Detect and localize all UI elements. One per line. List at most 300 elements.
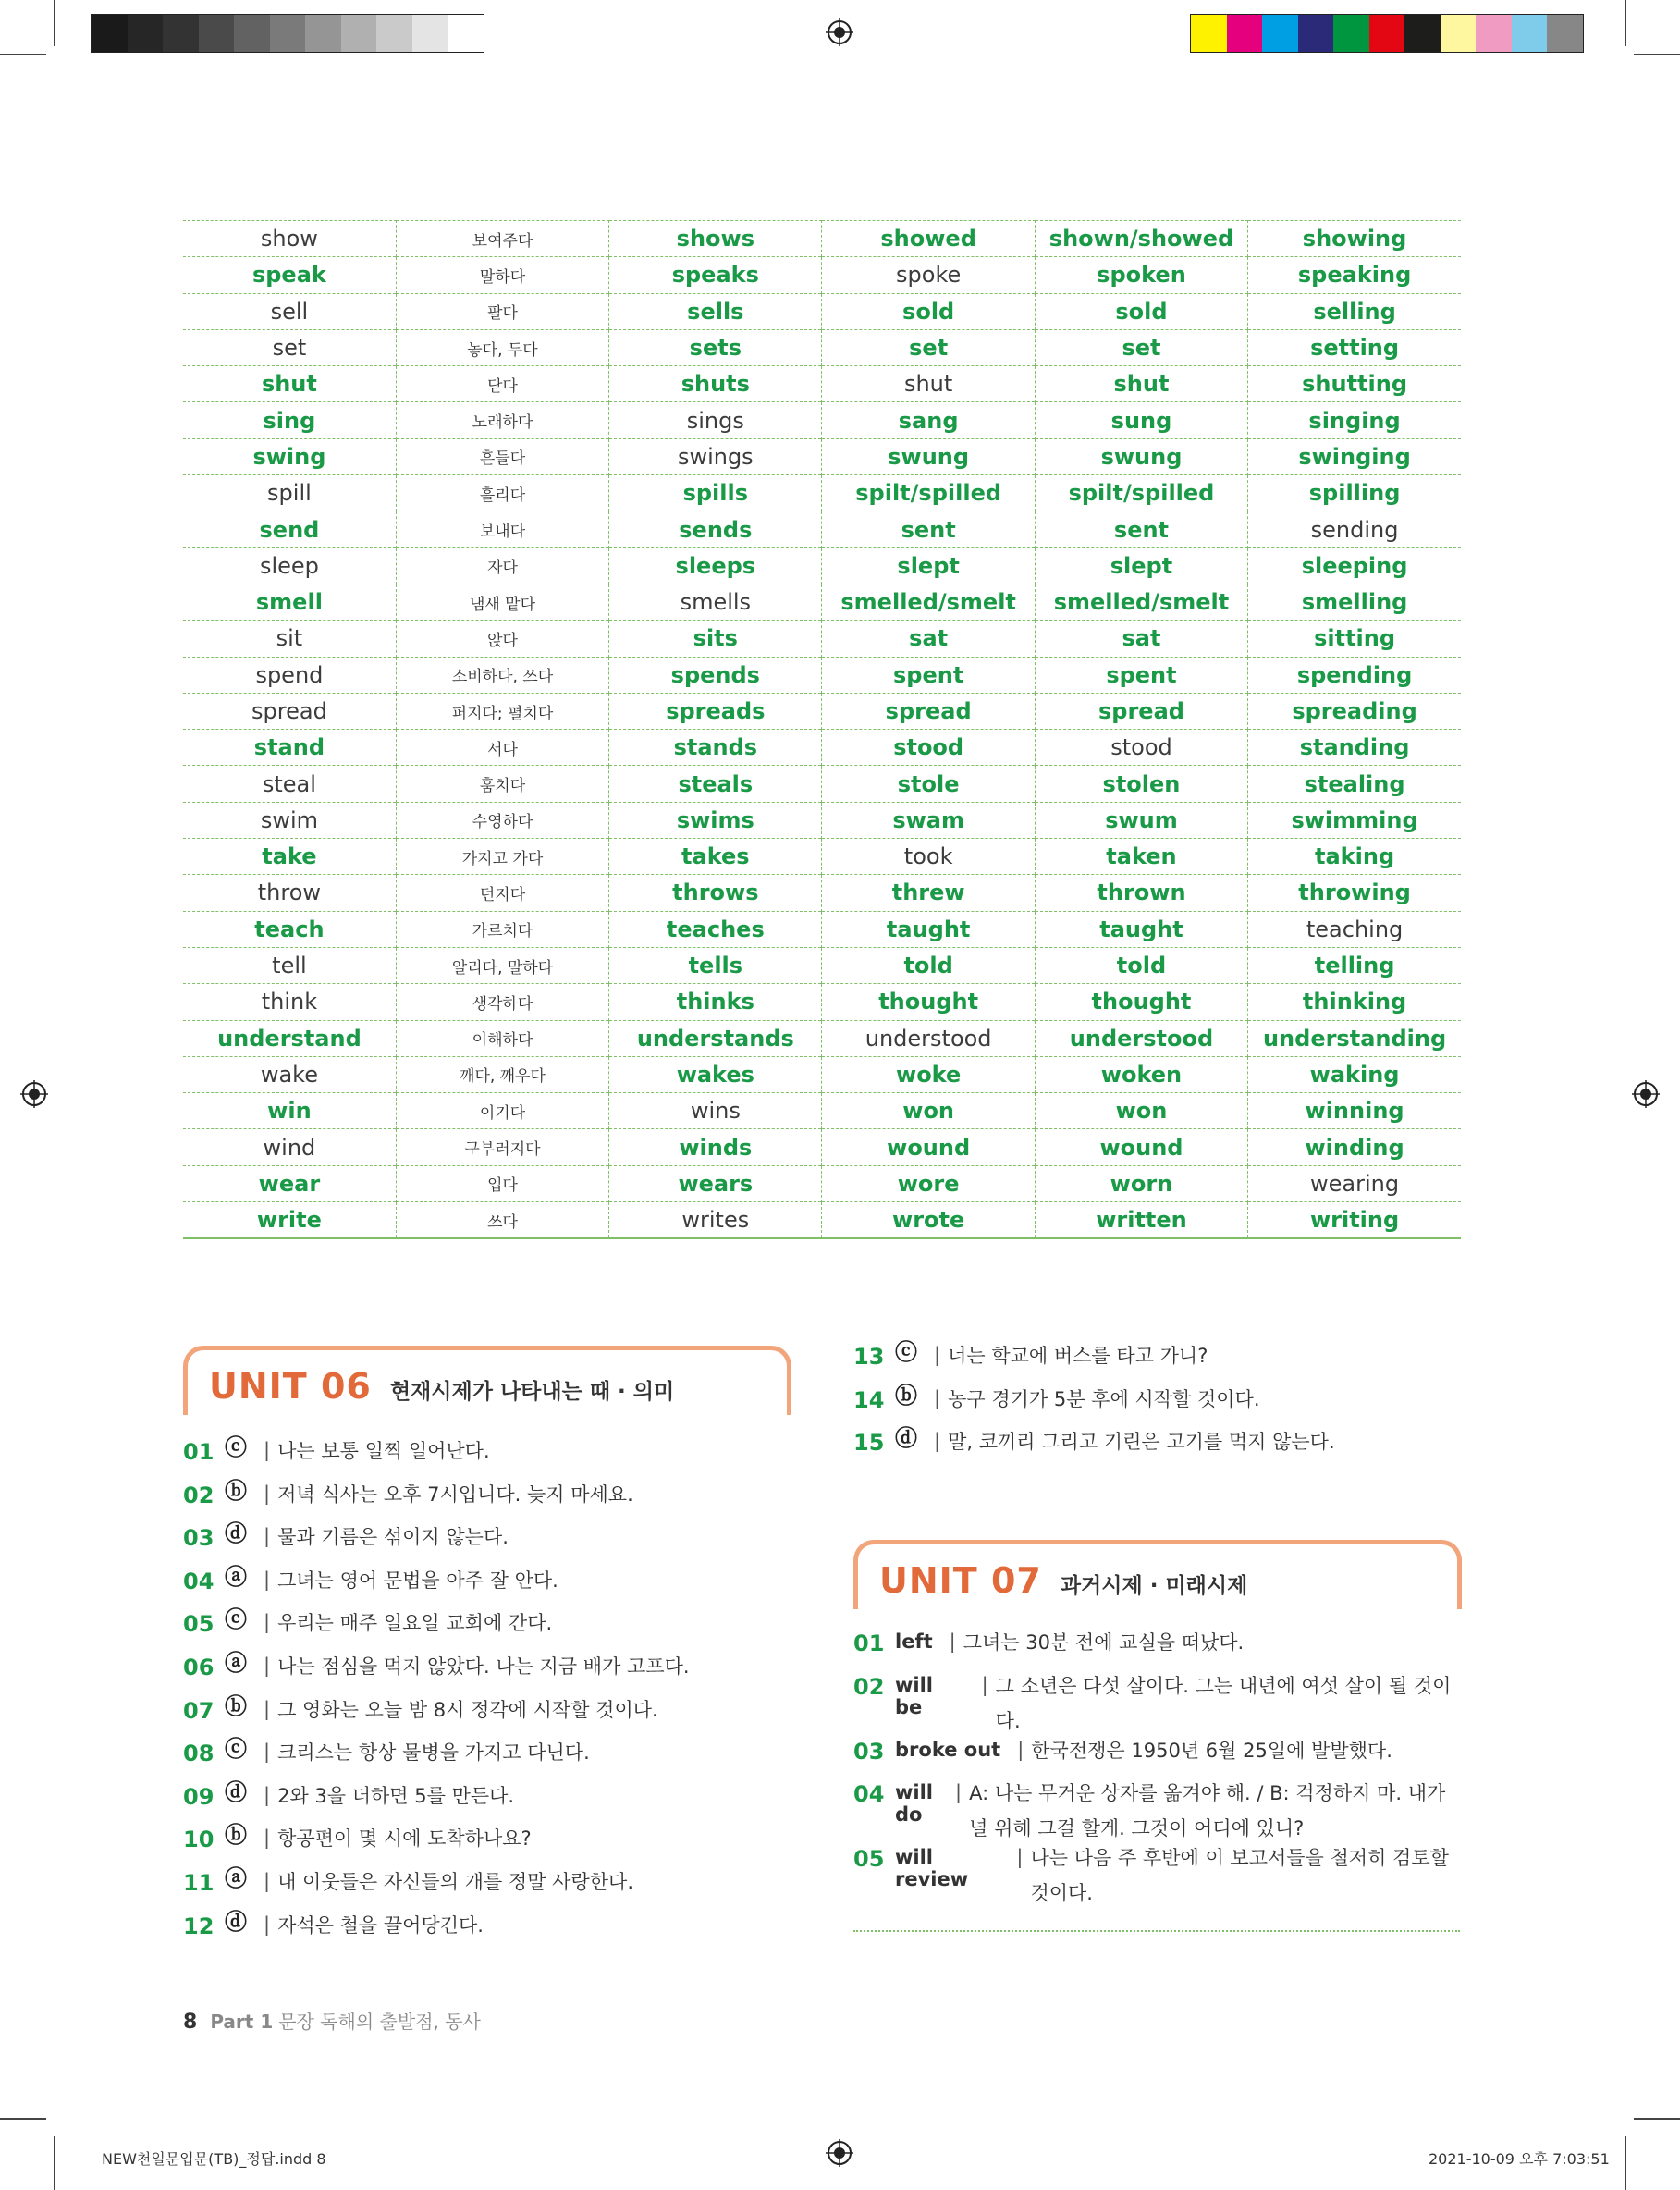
verb-base: teach — [183, 911, 396, 947]
verb-row — [183, 329, 1461, 365]
verb-past: spilt/spilled — [822, 475, 1035, 511]
verb-row — [183, 475, 1461, 511]
answer-key: will review — [895, 1846, 969, 1891]
separator: | — [264, 1654, 271, 1677]
verb-row — [183, 621, 1461, 657]
answer-key: ⓒ — [225, 1606, 247, 1633]
unit-06-label: UNIT 06 — [209, 1366, 372, 1407]
verb-row — [183, 657, 1461, 693]
verb-third-person: sells — [609, 293, 822, 329]
verb-ing-form: sending — [1248, 511, 1461, 548]
verb-base: write — [183, 1202, 396, 1239]
verb-base: spill — [183, 475, 396, 511]
separator: | — [949, 1630, 956, 1653]
answer-translation: A: 나는 무거운 상자를 옮겨야 해. / B: 걱정하지 마. 내가 널 위해 그걸 할게. 그것이 어디에 있니? — [969, 1782, 1446, 1840]
verb-third-person: tells — [609, 947, 822, 983]
verb-past: spread — [822, 693, 1035, 729]
part-label: Part 1 — [210, 2011, 274, 2033]
irregular-verb-table — [183, 220, 1461, 1239]
verb-third-person: swings — [609, 438, 822, 474]
answer-translation: 그녀는 30분 전에 교실을 떠났다. — [963, 1631, 1245, 1654]
answer-translation: 나는 보통 일찍 일어난다. — [277, 1440, 490, 1462]
verb-meaning: 입다 — [396, 1165, 608, 1201]
separator: | — [264, 1568, 271, 1591]
answer-item — [853, 1674, 1464, 1739]
verb-ing-form: winding — [1248, 1129, 1461, 1165]
unit-06-answer-list-continued — [853, 1339, 1464, 1473]
answer-number: 04 — [853, 1781, 885, 1808]
verb-past-participle: sold — [1035, 293, 1247, 329]
answer-translation: 내 이웃들은 자신들의 개를 정말 사랑한다. — [277, 1870, 633, 1893]
crop-mark — [0, 2118, 46, 2120]
crop-mark — [1634, 54, 1680, 55]
verb-past: shut — [822, 366, 1035, 402]
verb-ing-form: shutting — [1248, 366, 1461, 402]
answer-translation: 그녀는 영어 문법을 아주 잘 안다. — [277, 1569, 558, 1592]
answer-key: ⓒ — [895, 1339, 917, 1365]
verb-third-person: spends — [609, 657, 822, 693]
verb-base: sell — [183, 293, 396, 329]
verb-meaning: 수영하다 — [396, 802, 608, 838]
answer-translation: 크리스는 항상 물병을 가지고 다닌다. — [277, 1741, 590, 1765]
verb-past-participle: wound — [1035, 1129, 1247, 1165]
answer-translation: 물과 기름은 섞이지 않는다. — [277, 1526, 509, 1549]
separator: | — [934, 1430, 941, 1453]
verb-ing-form: stealing — [1248, 766, 1461, 802]
verb-base: speak — [183, 257, 396, 293]
answer-item — [183, 1736, 793, 1784]
answer-key: will be — [895, 1673, 933, 1718]
verb-third-person: sings — [609, 402, 822, 438]
verb-past: woke — [822, 1056, 1035, 1092]
verb-meaning: 보여주다 — [396, 221, 608, 257]
verb-ing-form: setting — [1248, 329, 1461, 365]
section-divider — [853, 1930, 1460, 1932]
verb-past-participle: spent — [1035, 657, 1247, 693]
verb-third-person: thinks — [609, 984, 822, 1020]
answer-key: ⓓ — [225, 1908, 247, 1935]
verb-past: took — [822, 839, 1035, 875]
verb-past: slept — [822, 548, 1035, 584]
verb-past: stole — [822, 766, 1035, 802]
verb-meaning: 생각하다 — [396, 984, 608, 1020]
verb-meaning: 닫다 — [396, 366, 608, 402]
answer-key: ⓐ — [225, 1563, 247, 1590]
answer-item — [183, 1822, 793, 1870]
verb-third-person: wears — [609, 1165, 822, 1201]
answer-number: 02 — [183, 1482, 215, 1508]
separator: | — [264, 1611, 271, 1634]
verb-third-person: teaches — [609, 911, 822, 947]
answer-translation: 말, 코끼리 그리고 기린은 고기를 먹지 않는다. — [948, 1431, 1335, 1454]
verb-row — [183, 911, 1461, 947]
verb-row — [183, 839, 1461, 875]
unit-07-answer-list — [853, 1630, 1464, 1911]
verb-row — [183, 1056, 1461, 1092]
answer-number: 09 — [183, 1783, 215, 1810]
verb-row — [183, 584, 1461, 620]
verb-base: understand — [183, 1020, 396, 1056]
verb-past: spoke — [822, 257, 1035, 293]
verb-base: spend — [183, 657, 396, 693]
verb-third-person: stands — [609, 730, 822, 766]
verb-third-person: steals — [609, 766, 822, 802]
answer-key: ⓓ — [895, 1425, 917, 1452]
unit-06-answer-list — [183, 1434, 793, 1956]
verb-ing-form: swimming — [1248, 802, 1461, 838]
separator: | — [1017, 1738, 1024, 1761]
verb-past-participle: spoken — [1035, 257, 1247, 293]
verb-row — [183, 293, 1461, 329]
verb-row — [183, 802, 1461, 838]
verb-past-participle: written — [1035, 1202, 1247, 1239]
verb-past-participle: taught — [1035, 911, 1247, 947]
verb-past-participle: sat — [1035, 621, 1247, 657]
answer-key: ⓐ — [225, 1864, 247, 1891]
answer-translation: 저녁 식사는 오후 7시입니다. 늦지 마세요. — [277, 1483, 633, 1506]
separator: | — [264, 1525, 271, 1548]
part-title: 문장 독해의 출발점, 동사 — [278, 2011, 481, 2033]
answer-key: left — [895, 1630, 933, 1653]
verb-base: tell — [183, 947, 396, 983]
answer-key: ⓑ — [225, 1692, 247, 1719]
verb-meaning: 알리다, 말하다 — [396, 947, 608, 983]
verb-base: wear — [183, 1165, 396, 1201]
answer-number: 05 — [183, 1611, 215, 1638]
verb-meaning: 가지고 가다 — [396, 839, 608, 875]
unit-06-subtitle: 현재시제가 나타내는 때 · 의미 — [389, 1380, 675, 1404]
verb-past: taught — [822, 911, 1035, 947]
verb-third-person: sits — [609, 621, 822, 657]
answer-key: ⓑ — [895, 1382, 917, 1409]
verb-meaning: 앉다 — [396, 621, 608, 657]
separator: | — [264, 1697, 271, 1720]
answer-item — [853, 1339, 1464, 1387]
verb-base: sit — [183, 621, 396, 657]
verb-meaning: 팔다 — [396, 293, 608, 329]
verb-past-participle: taken — [1035, 839, 1247, 875]
answer-key: ⓐ — [225, 1649, 247, 1676]
verb-ing-form: taking — [1248, 839, 1461, 875]
verb-row — [183, 257, 1461, 293]
verb-row — [183, 730, 1461, 766]
verb-ing-form: understanding — [1248, 1020, 1461, 1056]
verb-meaning: 흔들다 — [396, 438, 608, 474]
verb-past-participle: spilt/spilled — [1035, 475, 1247, 511]
answer-item — [183, 1864, 793, 1913]
verb-row — [183, 221, 1461, 257]
answer-translation: 자석은 철을 끌어당긴다. — [277, 1913, 484, 1937]
verb-ing-form: waking — [1248, 1056, 1461, 1092]
separator: | — [934, 1386, 941, 1409]
verb-third-person: takes — [609, 839, 822, 875]
verb-past-participle: shut — [1035, 366, 1247, 402]
answer-number: 03 — [183, 1525, 215, 1552]
answer-number: 15 — [853, 1430, 885, 1457]
unit-07-label: UNIT 07 — [879, 1560, 1042, 1601]
separator: | — [264, 1783, 271, 1806]
verb-third-person: wakes — [609, 1056, 822, 1092]
verb-past: set — [822, 329, 1035, 365]
crop-mark — [54, 2136, 55, 2190]
verb-past: wore — [822, 1165, 1035, 1201]
answer-item — [853, 1425, 1464, 1473]
answer-number: 14 — [853, 1386, 885, 1413]
answer-item — [183, 1434, 793, 1483]
answer-translation: 나는 다음 주 후반에 이 보고서들을 철저히 검토할 것이다. — [1030, 1847, 1449, 1905]
verb-base: sleep — [183, 548, 396, 584]
answer-number: 10 — [183, 1827, 215, 1853]
verb-third-person: sends — [609, 511, 822, 548]
verb-past-participle: understood — [1035, 1020, 1247, 1056]
verb-meaning: 서다 — [396, 730, 608, 766]
process-color-bar — [1190, 14, 1584, 53]
verb-past-participle: told — [1035, 947, 1247, 983]
answer-number: 03 — [853, 1738, 885, 1765]
verb-past-participle: spread — [1035, 693, 1247, 729]
verb-past: showed — [822, 221, 1035, 257]
verb-row — [183, 1165, 1461, 1201]
verb-ing-form: sitting — [1248, 621, 1461, 657]
verb-past-participle: swum — [1035, 802, 1247, 838]
verb-third-person: swims — [609, 802, 822, 838]
verb-past: wound — [822, 1129, 1035, 1165]
verb-ing-form: spreading — [1248, 693, 1461, 729]
answer-number: 01 — [183, 1439, 215, 1465]
verb-row — [183, 438, 1461, 474]
answer-translation: 농구 경기가 5분 후에 시작할 것이다. — [948, 1387, 1260, 1410]
registration-mark-icon — [826, 2139, 853, 2167]
verb-row — [183, 875, 1461, 911]
verb-ing-form: showing — [1248, 221, 1461, 257]
verb-ing-form: wearing — [1248, 1165, 1461, 1201]
crop-mark — [1625, 0, 1626, 46]
verb-past: thought — [822, 984, 1035, 1020]
verb-past: told — [822, 947, 1035, 983]
answer-item — [183, 1606, 793, 1655]
separator: | — [264, 1869, 271, 1892]
verb-base: set — [183, 329, 396, 365]
verb-base: spread — [183, 693, 396, 729]
verb-past-participle: shown/showed — [1035, 221, 1247, 257]
unit-07-header — [879, 1560, 1247, 1601]
answer-item — [853, 1630, 1464, 1674]
unit-06-header — [209, 1366, 674, 1407]
unit-07-subtitle: 과거시제 · 미래시제 — [1060, 1574, 1248, 1598]
answer-key: ⓓ — [225, 1778, 247, 1805]
registration-mark-icon — [826, 18, 853, 46]
slug-timestamp: 2021-10-09 오후 7:03:51 — [1429, 2150, 1610, 2168]
answer-key: ⓒ — [225, 1434, 247, 1460]
separator: | — [981, 1673, 988, 1696]
verb-base: steal — [183, 766, 396, 802]
separator: | — [264, 1827, 271, 1850]
verb-past-participle: woken — [1035, 1056, 1247, 1092]
verb-ing-form: speaking — [1248, 257, 1461, 293]
verb-meaning: 쓰다 — [396, 1202, 608, 1239]
verb-row — [183, 402, 1461, 438]
verb-ing-form: swinging — [1248, 438, 1461, 474]
answer-item — [853, 1739, 1464, 1782]
verb-base: shut — [183, 366, 396, 402]
verb-third-person: spreads — [609, 693, 822, 729]
verb-ing-form: winning — [1248, 1093, 1461, 1129]
verb-past: won — [822, 1093, 1035, 1129]
answer-number: 06 — [183, 1654, 215, 1680]
verb-meaning: 냄새 맡다 — [396, 584, 608, 620]
verb-row — [183, 1020, 1461, 1056]
verb-third-person: throws — [609, 875, 822, 911]
answer-translation: 너는 학교에 버스를 타고 가니? — [948, 1345, 1208, 1367]
verb-base: think — [183, 984, 396, 1020]
answer-item — [183, 1477, 793, 1526]
slug-filename: NEW천일문입문(TB)_정답.indd 8 — [102, 2150, 326, 2168]
verb-past-participle: thrown — [1035, 875, 1247, 911]
answer-item — [183, 1692, 793, 1741]
separator: | — [264, 1913, 271, 1936]
crop-mark — [54, 0, 55, 46]
crop-mark — [1625, 2136, 1626, 2190]
answer-item — [183, 1778, 793, 1827]
verb-third-person: understands — [609, 1020, 822, 1056]
verb-meaning: 깨다, 깨우다 — [396, 1056, 608, 1092]
verb-past-participle: stood — [1035, 730, 1247, 766]
verb-past: understood — [822, 1020, 1035, 1056]
verb-past-participle: worn — [1035, 1165, 1247, 1201]
verb-meaning: 이해하다 — [396, 1020, 608, 1056]
answer-translation: 2와 3을 더하면 5를 만든다. — [277, 1784, 515, 1807]
verb-third-person: winds — [609, 1129, 822, 1165]
answer-item — [183, 1908, 793, 1957]
verb-ing-form: teaching — [1248, 911, 1461, 947]
answer-number: 01 — [853, 1630, 885, 1656]
verb-meaning: 놓다, 두다 — [396, 329, 608, 365]
verb-row — [183, 548, 1461, 584]
verb-ing-form: thinking — [1248, 984, 1461, 1020]
verb-past-participle: sung — [1035, 402, 1247, 438]
verb-base: show — [183, 221, 396, 257]
answer-number: 07 — [183, 1697, 215, 1724]
separator: | — [264, 1439, 271, 1461]
answer-translation: 그 소년은 다섯 살이다. 그는 내년에 여섯 살이 될 것이다. — [995, 1674, 1452, 1732]
answer-number: 13 — [853, 1344, 885, 1370]
verb-past: sold — [822, 293, 1035, 329]
verb-row — [183, 1129, 1461, 1165]
verb-past: swung — [822, 438, 1035, 474]
answer-translation: 우리는 매주 일요일 교회에 간다. — [277, 1612, 553, 1635]
verb-past: swam — [822, 802, 1035, 838]
verb-third-person: spills — [609, 475, 822, 511]
answer-translation: 나는 점심을 먹지 않았다. 나는 지금 배가 고프다. — [277, 1655, 690, 1678]
answer-item — [853, 1781, 1464, 1846]
verb-row — [183, 984, 1461, 1020]
verb-meaning: 이기다 — [396, 1093, 608, 1129]
verb-meaning: 노래하다 — [396, 402, 608, 438]
answer-number: 04 — [183, 1568, 215, 1594]
verb-base: stand — [183, 730, 396, 766]
verb-base: wake — [183, 1056, 396, 1092]
verb-row — [183, 1093, 1461, 1129]
verb-past-participle: swung — [1035, 438, 1247, 474]
verb-past-participle: set — [1035, 329, 1247, 365]
answer-number: 08 — [183, 1741, 215, 1767]
verb-ing-form: telling — [1248, 947, 1461, 983]
verb-past: sat — [822, 621, 1035, 657]
answer-translation: 항공편이 몇 시에 도착하나요? — [277, 1827, 532, 1851]
verb-base: sing — [183, 402, 396, 438]
answer-key: ⓓ — [225, 1520, 247, 1547]
verb-base: win — [183, 1093, 396, 1129]
answer-item — [853, 1382, 1464, 1431]
answer-item — [183, 1520, 793, 1569]
verb-ing-form: sleeping — [1248, 548, 1461, 584]
answer-key: ⓑ — [225, 1477, 247, 1504]
verb-base: throw — [183, 875, 396, 911]
verb-ing-form: selling — [1248, 293, 1461, 329]
page-number: 8 — [183, 2011, 198, 2034]
verb-base: swing — [183, 438, 396, 474]
verb-row — [183, 511, 1461, 548]
verb-past-participle: thought — [1035, 984, 1247, 1020]
verb-past: smelled/smelt — [822, 584, 1035, 620]
verb-ing-form: spending — [1248, 657, 1461, 693]
answer-key: ⓑ — [225, 1822, 247, 1849]
separator: | — [264, 1741, 271, 1764]
verb-past: sang — [822, 402, 1035, 438]
registration-mark-icon — [20, 1080, 48, 1108]
verb-past: sent — [822, 511, 1035, 548]
crop-mark — [1634, 2118, 1680, 2120]
verb-base: swim — [183, 802, 396, 838]
verb-past-participle: won — [1035, 1093, 1247, 1129]
answer-number: 05 — [853, 1846, 885, 1873]
verb-third-person: wins — [609, 1093, 822, 1129]
verb-ing-form: standing — [1248, 730, 1461, 766]
page-footer — [183, 2007, 481, 2034]
verb-base: smell — [183, 584, 396, 620]
verb-third-person: writes — [609, 1202, 822, 1239]
separator: | — [955, 1781, 963, 1804]
answer-number: 12 — [183, 1913, 215, 1939]
verb-past: wrote — [822, 1202, 1035, 1239]
verb-meaning: 흘리다 — [396, 475, 608, 511]
verb-row — [183, 366, 1461, 402]
verb-ing-form: throwing — [1248, 875, 1461, 911]
verb-base: take — [183, 839, 396, 875]
verb-meaning: 보내다 — [396, 511, 608, 548]
verb-row — [183, 1202, 1461, 1239]
registration-mark-icon — [1632, 1080, 1660, 1108]
answer-item — [183, 1649, 793, 1698]
verb-row — [183, 766, 1461, 802]
answer-number: 02 — [853, 1673, 885, 1700]
verb-third-person: sleeps — [609, 548, 822, 584]
verb-meaning: 자다 — [396, 548, 608, 584]
verb-third-person: speaks — [609, 257, 822, 293]
verb-meaning: 말하다 — [396, 257, 608, 293]
verb-past: spent — [822, 657, 1035, 693]
verb-third-person: sets — [609, 329, 822, 365]
verb-past-participle: smelled/smelt — [1035, 584, 1247, 620]
verb-meaning: 가르치다 — [396, 911, 608, 947]
verb-past-participle: sent — [1035, 511, 1247, 548]
verb-ing-form: spilling — [1248, 475, 1461, 511]
crop-mark — [0, 54, 46, 55]
answer-translation: 한국전쟁은 1950년 6월 25일에 발발했다. — [1031, 1739, 1392, 1762]
verb-meaning: 퍼지다; 펼치다 — [396, 693, 608, 729]
verb-row — [183, 947, 1461, 983]
answer-item — [853, 1846, 1464, 1911]
